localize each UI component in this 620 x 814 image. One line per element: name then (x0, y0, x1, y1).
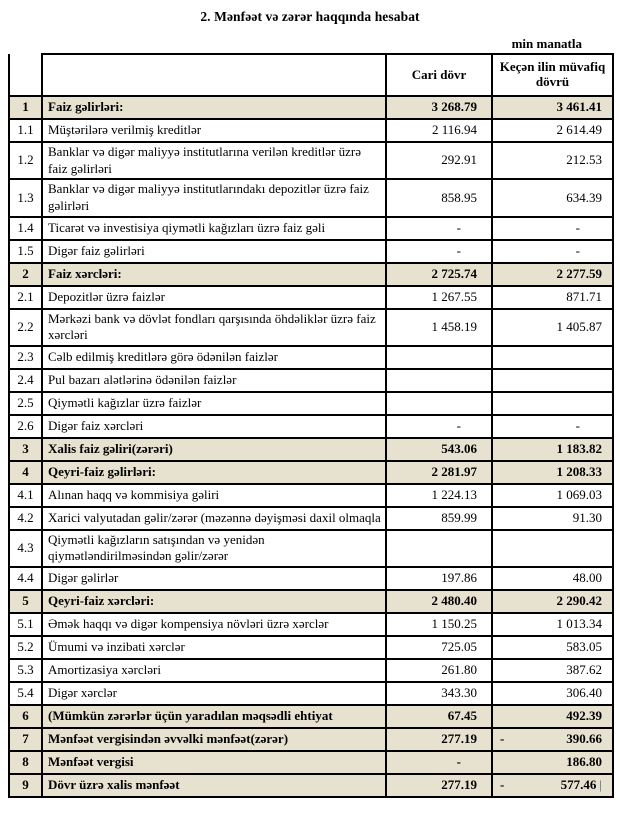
row-label: Müştərilərə verilmiş kreditlər (42, 119, 386, 142)
value-previous-period: 1 069.03 (492, 484, 613, 507)
table-row (9, 309, 613, 346)
value-previous-period (492, 728, 613, 751)
value-text: 577.46 (560, 777, 597, 793)
table-row (9, 369, 613, 392)
value-previous-period: 3 461.41 (492, 96, 613, 119)
value-current-period: 343.30 (386, 682, 492, 705)
row-label: (Mümkün zərərlər üçün yaradılan məqsədli ehtiyat (42, 705, 386, 728)
row-number: 2.6 (9, 415, 42, 438)
row-label: Depozitlər üzrə faizlər (42, 286, 386, 309)
value-current-period: 261.80 (386, 659, 492, 682)
table-row (9, 217, 613, 240)
table-row (9, 567, 613, 590)
negative-sign: - (500, 731, 505, 747)
row-label: Faiz xərcləri: (42, 263, 386, 286)
table-row (9, 751, 613, 774)
value-previous-period (492, 346, 613, 369)
value-previous-period: 1 013.34 (492, 613, 613, 636)
row-label: Digər xərclər (42, 682, 386, 705)
value-previous-period (492, 392, 613, 415)
row-label: Digər gəlirlər (42, 567, 386, 590)
unit-note: min manatla (511, 36, 582, 51)
value-previous-period: 634.39 (492, 179, 613, 216)
value-current-period: 543.06 (386, 438, 492, 461)
table-row (9, 590, 613, 613)
row-label: Xarici valyutadan gəlir/zərər (məzənnə dəyişməsi daxil olmaqla (42, 507, 386, 530)
row-number: 1.5 (9, 240, 42, 263)
table-row (9, 507, 613, 530)
col-header-previous: Keçən ilin müvafiq dövrü (492, 54, 613, 96)
value-current-period: 292.91 (386, 142, 492, 179)
table-row (9, 263, 613, 286)
row-label: Digər faiz xərcləri (42, 415, 386, 438)
table-row (9, 96, 613, 119)
row-number: 1.2 (9, 142, 42, 179)
row-number: 4 (9, 461, 42, 484)
table-row (9, 530, 613, 567)
value-current-period: 725.05 (386, 636, 492, 659)
profit-loss-table (8, 53, 614, 798)
row-number: 5.2 (9, 636, 42, 659)
value-current-period: - (386, 217, 492, 240)
row-label: Mənfəət vergisi (42, 751, 386, 774)
row-label: Xalis faiz gəliri(zərəri) (42, 438, 386, 461)
value-previous-period: - (492, 415, 613, 438)
col-header-label (42, 54, 386, 96)
row-number: 5.3 (9, 659, 42, 682)
table-row (9, 179, 613, 216)
row-label: Mənfəət vergisindən əvvəlki mənfəət(zərər) (42, 728, 386, 751)
page-title: 2. Mənfəət və zərər haqqında hesabat (200, 9, 420, 24)
value-current-period: 2 281.97 (386, 461, 492, 484)
table-body (9, 96, 613, 797)
row-number: 3 (9, 438, 42, 461)
value-current-period: 277.19 (386, 774, 492, 797)
value-previous-period (492, 774, 613, 797)
table-row (9, 286, 613, 309)
row-number: 1.1 (9, 119, 42, 142)
row-label: Digər faiz gəlirləri (42, 240, 386, 263)
table-row (9, 346, 613, 369)
row-label: Qeyri-faiz gəlirləri: (42, 461, 386, 484)
value-previous-period: 583.05 (492, 636, 613, 659)
value-previous-period: 1 405.87 (492, 309, 613, 346)
row-number: 1.4 (9, 217, 42, 240)
row-label: Cəlb edilmiş kreditlərə görə ödənilən faizlər (42, 346, 386, 369)
value-current-period: 1 267.55 (386, 286, 492, 309)
row-label: Pul bazarı alətlərinə ödənilən faizlər (42, 369, 386, 392)
table-row (9, 119, 613, 142)
col-header-current: Cari dövr (386, 54, 492, 96)
table-row (9, 415, 613, 438)
value-current-period: - (386, 415, 492, 438)
row-number: 4.4 (9, 567, 42, 590)
col-header-number (9, 54, 42, 96)
value-current-period: 3 268.79 (386, 96, 492, 119)
row-number: 4.1 (9, 484, 42, 507)
row-label: Banklar və digər maliyyə institutlarındakı depozitlər üzrə faiz gəlirləri (42, 179, 386, 216)
row-number: 9 (9, 774, 42, 797)
row-number: 8 (9, 751, 42, 774)
value-previous-period: 2 290.42 (492, 590, 613, 613)
table-row (9, 636, 613, 659)
table-row (9, 142, 613, 179)
value-previous-period: 492.39 (492, 705, 613, 728)
row-label: Mərkəzi bank və dövlət fondları qarşısında öhdəliklər üzrə faiz xərcləri (42, 309, 386, 346)
value-current-period: 859.99 (386, 507, 492, 530)
table-row (9, 438, 613, 461)
value-current-period: 1 150.25 (386, 613, 492, 636)
table-row (9, 392, 613, 415)
value-current-period: 277.19 (386, 728, 492, 751)
row-label: Qiymətli kağızların satışından və yenidən qiymətləndirilməsindən gəlir/zərər (42, 530, 386, 567)
row-number: 2.2 (9, 309, 42, 346)
value-previous-period: 387.62 (492, 659, 613, 682)
table-row (9, 774, 613, 797)
row-number: 5.1 (9, 613, 42, 636)
value-current-period: 197.86 (386, 567, 492, 590)
value-current-period: 2 116.94 (386, 119, 492, 142)
value-previous-period: - (492, 217, 613, 240)
row-number: 4.3 (9, 530, 42, 567)
value-current-period: 858.95 (386, 179, 492, 216)
row-label: Əmək haqqı və digər kompensiya növləri üzrə xərclər (42, 613, 386, 636)
row-number: 5 (9, 590, 42, 613)
row-number: 2.5 (9, 392, 42, 415)
value-current-period: - (386, 240, 492, 263)
table-header-row (9, 54, 613, 96)
row-number: 2 (9, 263, 42, 286)
value-previous-period: 1 183.82 (492, 438, 613, 461)
negative-sign: - (500, 777, 505, 793)
value-current-period: 2 480.40 (386, 590, 492, 613)
row-number: 2.3 (9, 346, 42, 369)
value-previous-period: 306.40 (492, 682, 613, 705)
value-current-period (386, 530, 492, 567)
value-previous-period (492, 369, 613, 392)
row-number: 2.1 (9, 286, 42, 309)
value-text: 390.66 (566, 731, 602, 747)
row-label: Alınan haqq və kommisiya gəliri (42, 484, 386, 507)
value-current-period (386, 369, 492, 392)
table-row (9, 240, 613, 263)
value-previous-period (492, 530, 613, 567)
value-current-period: 1 458.19 (386, 309, 492, 346)
table-row (9, 484, 613, 507)
table-row (9, 705, 613, 728)
value-previous-period: 2 277.59 (492, 263, 613, 286)
table-row (9, 682, 613, 705)
row-label: Ümumi və inzibati xərclər (42, 636, 386, 659)
row-number: 5.4 (9, 682, 42, 705)
value-previous-period: 186.80 (492, 751, 613, 774)
row-label: Dövr üzrə xalis mənfəət (42, 774, 386, 797)
row-number: 2.4 (9, 369, 42, 392)
value-previous-period: 2 614.49 (492, 119, 613, 142)
value-previous-period: 212.53 (492, 142, 613, 179)
value-previous-period: 48.00 (492, 567, 613, 590)
row-label: Faiz gəlirləri: (42, 96, 386, 119)
row-number: 4.2 (9, 507, 42, 530)
row-label: Qeyri-faiz xərcləri: (42, 590, 386, 613)
row-label: Ticarət və investisiya qiymətli kağızları üzrə faiz gəli (42, 217, 386, 240)
row-label: Qiymətli kağızlar üzrə faizlər (42, 392, 386, 415)
row-label: Banklar və digər maliyyə institutlarına verilən kreditlər üzrə faiz gəlirləri (42, 142, 386, 179)
value-current-period: 67.45 (386, 705, 492, 728)
value-previous-period: 91.30 (492, 507, 613, 530)
value-current-period: 1 224.13 (386, 484, 492, 507)
row-number: 7 (9, 728, 42, 751)
row-label: Amortizasiya xərcləri (42, 659, 386, 682)
row-number: 1.3 (9, 179, 42, 216)
table-row (9, 659, 613, 682)
table-row (9, 728, 613, 751)
value-previous-period: 871.71 (492, 286, 613, 309)
value-current-period: - (386, 751, 492, 774)
cursor-mark: | (599, 777, 602, 793)
value-previous-period: 1 208.33 (492, 461, 613, 484)
value-current-period (386, 392, 492, 415)
row-number: 6 (9, 705, 42, 728)
value-current-period: 2 725.74 (386, 263, 492, 286)
value-current-period (386, 346, 492, 369)
table-row (9, 613, 613, 636)
table-row (9, 461, 613, 484)
row-number: 1 (9, 96, 42, 119)
value-previous-period: - (492, 240, 613, 263)
